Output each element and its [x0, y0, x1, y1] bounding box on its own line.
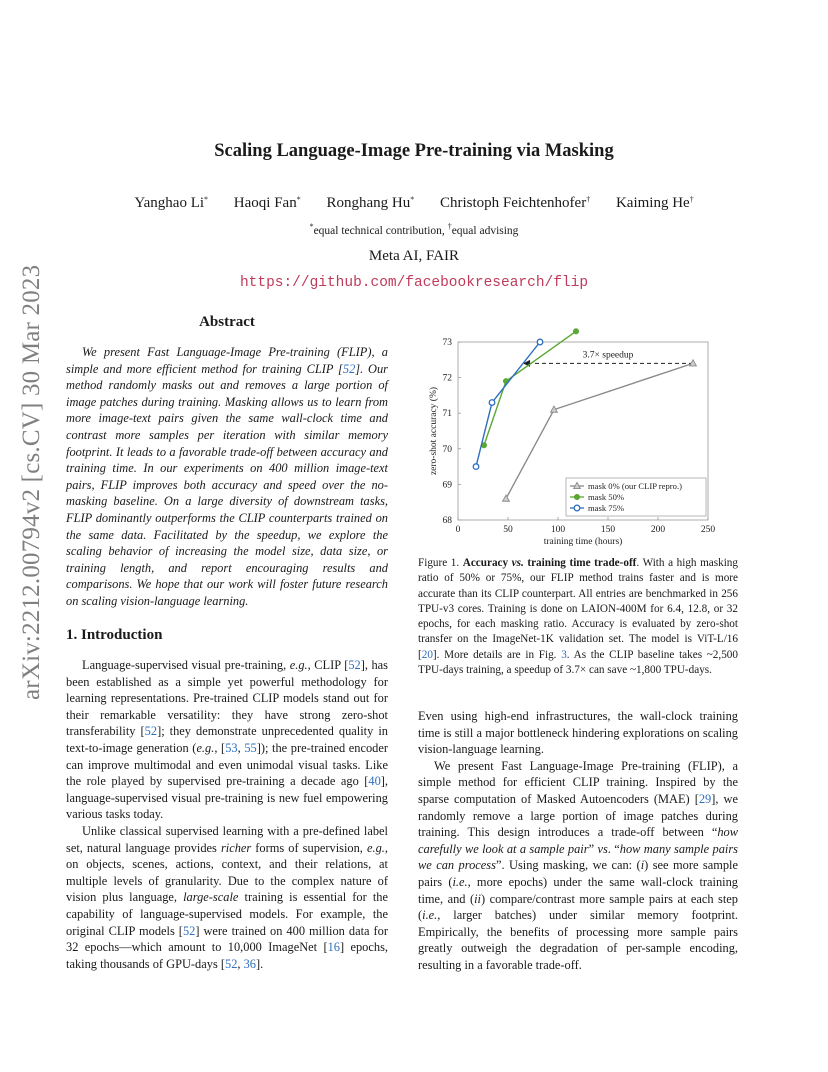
introduction-body	[66, 657, 388, 972]
y-tick-label: 69	[442, 480, 452, 491]
chart-marks	[473, 329, 696, 502]
data-point	[574, 505, 580, 511]
legend-label: mask 50%	[588, 492, 625, 502]
x-tick-label: 150	[600, 525, 616, 535]
affiliation: Meta AI, FAIR	[368, 248, 460, 264]
data-point	[574, 494, 580, 500]
citation-link[interactable]: 52	[225, 956, 238, 971]
right-column-body	[418, 708, 738, 974]
legend-label: mask 0% (our CLIP repro.)	[588, 481, 682, 491]
section-heading-introduction: 1. Introduction	[66, 627, 163, 643]
abstract-text: We present Fast Language-Image Pre-training (FLIP), a simple and more efficient method for training CLIP [52]. Our method randomly masks out and removes a large portion of image patches during training. Masking allows us to learn from more image-text pairs given the same wall-clock time and contrast more samples per iteration with similar memory footprint. It leads to a favorable trade-off between accuracy and training time. In our experiments on 400 million image-text pairs, FLIP improves both accuracy and speed over the no-masking baseline. On a large diversity of downstream tasks, FLIP dominantly outperforms the CLIP counterparts trained on the same data. Facilitated by the speedup, we explore the scaling behavior of increasing the model size, data size, or training length, and report encouraging results and comparisons. We hope that our work will foster future research on scaling vision-language learning.	[66, 345, 388, 608]
citation-link[interactable]: 29	[698, 791, 712, 806]
citation-link[interactable]: 20	[421, 648, 433, 661]
author-3: Ronghang Hu*	[326, 195, 415, 211]
y-tick-label: 72	[442, 373, 452, 384]
y-axis-label: zero-shot accuracy (%)	[429, 386, 439, 476]
chart-legend	[566, 478, 706, 516]
citation-link[interactable]: 36	[243, 956, 256, 971]
x-tick-label: 200	[650, 525, 666, 535]
data-point	[489, 400, 495, 406]
citation-link[interactable]: 40	[368, 774, 381, 789]
data-point	[690, 360, 697, 366]
citation-link[interactable]: 52	[144, 724, 158, 739]
citation-link[interactable]: 55	[244, 740, 257, 755]
y-tick-label: 71	[442, 409, 452, 420]
author-4: Christoph Feichtenhofer†	[439, 195, 591, 211]
paragraph: We present Fast Language-Image Pre-training (FLIP), a simple method for efficient CLIP training. Inspired by the sparse computation of Masked Autoencoders (MAE) [29], we randomly remove a large portion of image patches during training. This design introduces a trade-off between “how carefully we look at a sample pair” vs. “how many sample pairs we can process”. Using masking, we can: (i) see more sample pairs (i.e., more epochs) under the same wall-clock training time, and (ii) compare/contrast more sample pairs at each step (i.e., larger batches) under similar memory footprint. Empirically, the benefits of processing more sample pairs greatly outweigh the degradation of per-sample encoding, resulting in a favorable trade-off.	[418, 758, 739, 972]
data-point	[573, 329, 579, 335]
contribution-note: *equal technical contribution, †equal advising	[309, 222, 519, 237]
author-list	[0, 195, 828, 212]
figure-caption: Figure 1. Accuracy vs. training time trade-off. With a high masking ratio of 50% or 75%, our FLIP method trains faster and is more accurate than its CLIP counterpart. All entries are benchmarked in 256 TPU-v3 cores. Training is done on LAION-400M for 6.4, 12.8, or 32 epochs, for each masking ratio. Accuracy is evaluated by zero-shot transfer on the ImageNet-1K validation set. The model is ViT-L/16 [20]. More details are in Fig. 3. As the CLIP baseline takes ~2,500 TPU-days training, a speedup of 3.7× can save ~1,800 TPU-days.	[418, 557, 738, 677]
author-5: Kaiming He†	[615, 195, 694, 211]
y-tick-label: 73	[442, 338, 452, 348]
series-line-3	[476, 342, 540, 467]
arxiv-identifier: arXiv:2212.00794v2 [cs.CV] 30 Mar 2023	[18, 264, 45, 700]
paragraph: Language-supervised visual pre-training, e.g., CLIP [52], has been established as a simple yet powerful methodology for learning representations. Pre-trained CLIP models stand out for their remarkable versatility: they have strong zero-shot transferability [52]; they demonstrate unprecedented quality in text-to-image generation (e.g., [53, 55]); the pre-trained encoder can improve multimodal and even unimodal visual tasks. Like the role played by supervised pre-training a decade ago [40], language-supervised visual pre-training is new fuel empowering various tasks today.	[66, 658, 388, 822]
y-tick-label: 68	[442, 516, 452, 526]
x-tick-label: 0	[455, 525, 461, 535]
speedup-annotation: 3.7× speedup	[582, 350, 634, 361]
data-point	[473, 464, 479, 470]
x-tick-label: 100	[550, 525, 566, 535]
legend-label: mask 75%	[588, 503, 625, 513]
author-2: Haoqi Fan*	[233, 195, 301, 211]
citation-link[interactable]: 52	[342, 361, 356, 376]
citation-link[interactable]: 52	[348, 658, 361, 672]
figure-link[interactable]: 3	[561, 648, 567, 661]
data-point	[537, 339, 543, 345]
code-link[interactable]: https://github.com/facebookresearch/flip	[239, 275, 589, 291]
data-point	[503, 495, 510, 501]
citation-link[interactable]: 16	[327, 940, 340, 955]
x-axis-label: training time (hours)	[543, 537, 623, 547]
citation-link[interactable]: 52	[182, 923, 196, 938]
citation-link[interactable]: 53	[225, 740, 238, 755]
paper-title: Scaling Language-Image Pre-training via Masking	[214, 141, 614, 161]
accuracy-vs-time-chart	[418, 322, 738, 552]
paragraph: Even using high-end infrastructures, the wall-clock training time is still a major bottleneck hindering explorations on scaling vision-language learning.	[418, 709, 738, 757]
abstract-heading: Abstract	[199, 314, 255, 330]
y-tick-label: 70	[442, 444, 452, 455]
x-tick-label: 50	[503, 525, 513, 535]
author-1: Yanghao Li*	[134, 195, 209, 211]
x-tick-label: 250	[700, 525, 716, 535]
series-line-2	[484, 331, 576, 445]
paragraph: Unlike classical supervised learning with a pre-defined label set, natural language provides richer forms of supervision, e.g., on objects, scenes, actions, context, and their relations, at multiple levels of granularity. Due to the complex nature of vision plus language, large-scale training is essential for the capability of language-supervised models. For example, the original CLIP models [52] were trained on 400 million data for 32 epochs—which amount to 10,000 ImageNet [16] epochs, taking thousands of GPU-days [52, 36].	[66, 823, 389, 971]
